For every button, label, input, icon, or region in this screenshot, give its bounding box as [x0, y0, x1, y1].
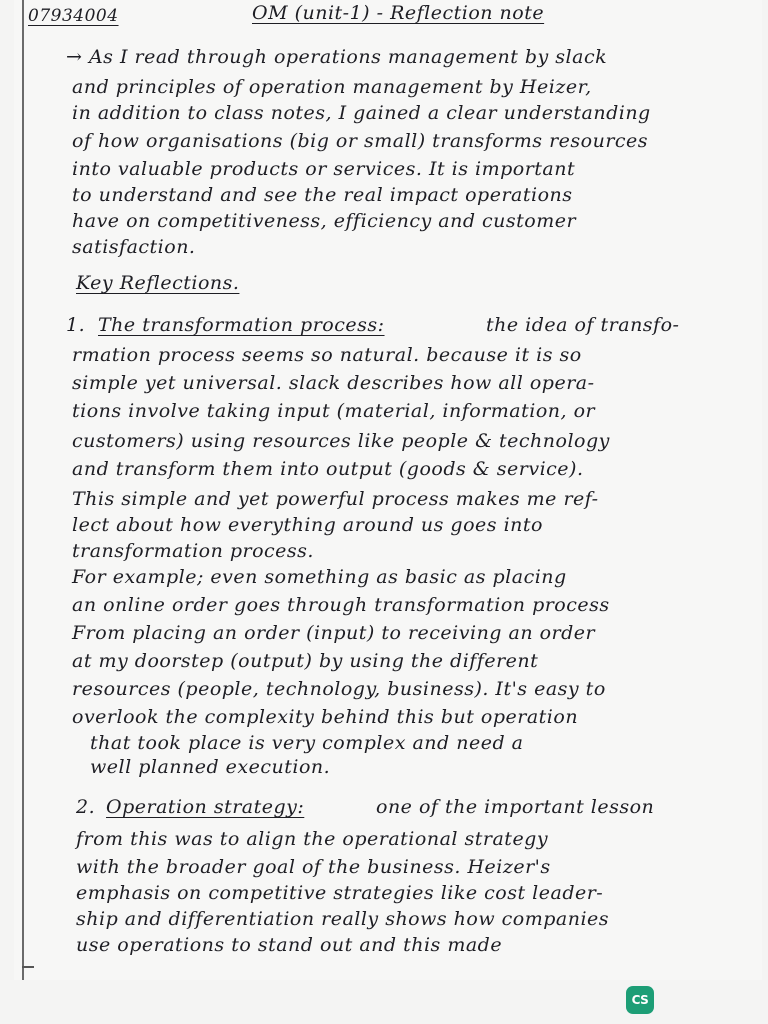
point-2-number: 2. [76, 796, 96, 818]
point-1-line-8: transformation process. [72, 540, 314, 562]
point-1-line-11: From placing an order (input) to receiving an order [72, 622, 596, 644]
intro-line-8: satisfaction. [72, 236, 196, 258]
point-1-line-6: This simple and yet powerful process makes me ref- [72, 488, 599, 510]
point-1-line-12: at my doorstep (output) by using the different [72, 650, 539, 672]
point-2-line-3: emphasis on competitive strategies like cost leader- [76, 882, 604, 904]
point-1-line-16: well planned execution. [90, 756, 331, 778]
point-1-first-line: the idea of transfo- [486, 314, 680, 336]
point-1-number: 1. [66, 314, 86, 336]
point-1-line-4: customers) using resources like people & technology [72, 430, 610, 452]
point-2-line-2: with the broader goal of the business. Heizer's [76, 856, 551, 878]
point-2-line-5: use operations to stand out and this made [76, 934, 503, 956]
point-1-line-5: and transform them into output (goods & service). [72, 458, 584, 480]
key-reflections-heading: Key Reflections. [76, 272, 240, 294]
intro-line-6: to understand and see the real impact operations [72, 184, 573, 206]
point-1-line-2: simple yet universal. slack describes how all opera- [72, 372, 595, 394]
point-2-line-1: from this was to align the operational strategy [76, 828, 549, 850]
intro-line-7: have on competitiveness, efficiency and customer [72, 210, 577, 232]
point-1-line-15: that took place is very complex and need a [90, 732, 524, 754]
point-1-line-1: rmation process seems so natural. because it is so [72, 344, 582, 366]
point-1-line-10: an online order goes through transformation process [72, 594, 610, 616]
point-1-line-9: For example; even something as basic as placing [72, 566, 567, 588]
point-1-line-13: resources (people, technology, business). It's easy to [72, 678, 606, 700]
page-title: OM (unit-1) - Reflection note [252, 2, 545, 24]
point-1-line-14: overlook the complexity behind this but operation [72, 706, 579, 728]
footer-mark [22, 966, 34, 968]
intro-line-4: of how organisations (big or small) transforms resources [72, 130, 649, 152]
point-2-first-line: one of the important lesson [376, 796, 655, 818]
student-id: 07934004 [28, 6, 119, 26]
intro-line-1: → As I read through operations management by slack [66, 46, 608, 68]
point-2-line-4: ship and differentiation really shows how companies [76, 908, 610, 930]
camscanner-logo-text: CS [631, 993, 649, 1007]
point-1-line-3: tions involve taking input (material, information, or [72, 400, 596, 422]
point-1-line-7: lect about how everything around us goes into [72, 514, 543, 536]
point-1-title: The transformation process: [98, 314, 385, 336]
intro-line-3: in addition to class notes, I gained a clear understanding [72, 102, 651, 124]
intro-line-2: and principles of operation management by Heizer, [72, 76, 592, 98]
point-2-title: Operation strategy: [106, 796, 305, 818]
intro-line-5: into valuable products or services. It is important [72, 158, 576, 180]
margin-line [22, 0, 24, 980]
camscanner-logo-icon [626, 986, 654, 1014]
